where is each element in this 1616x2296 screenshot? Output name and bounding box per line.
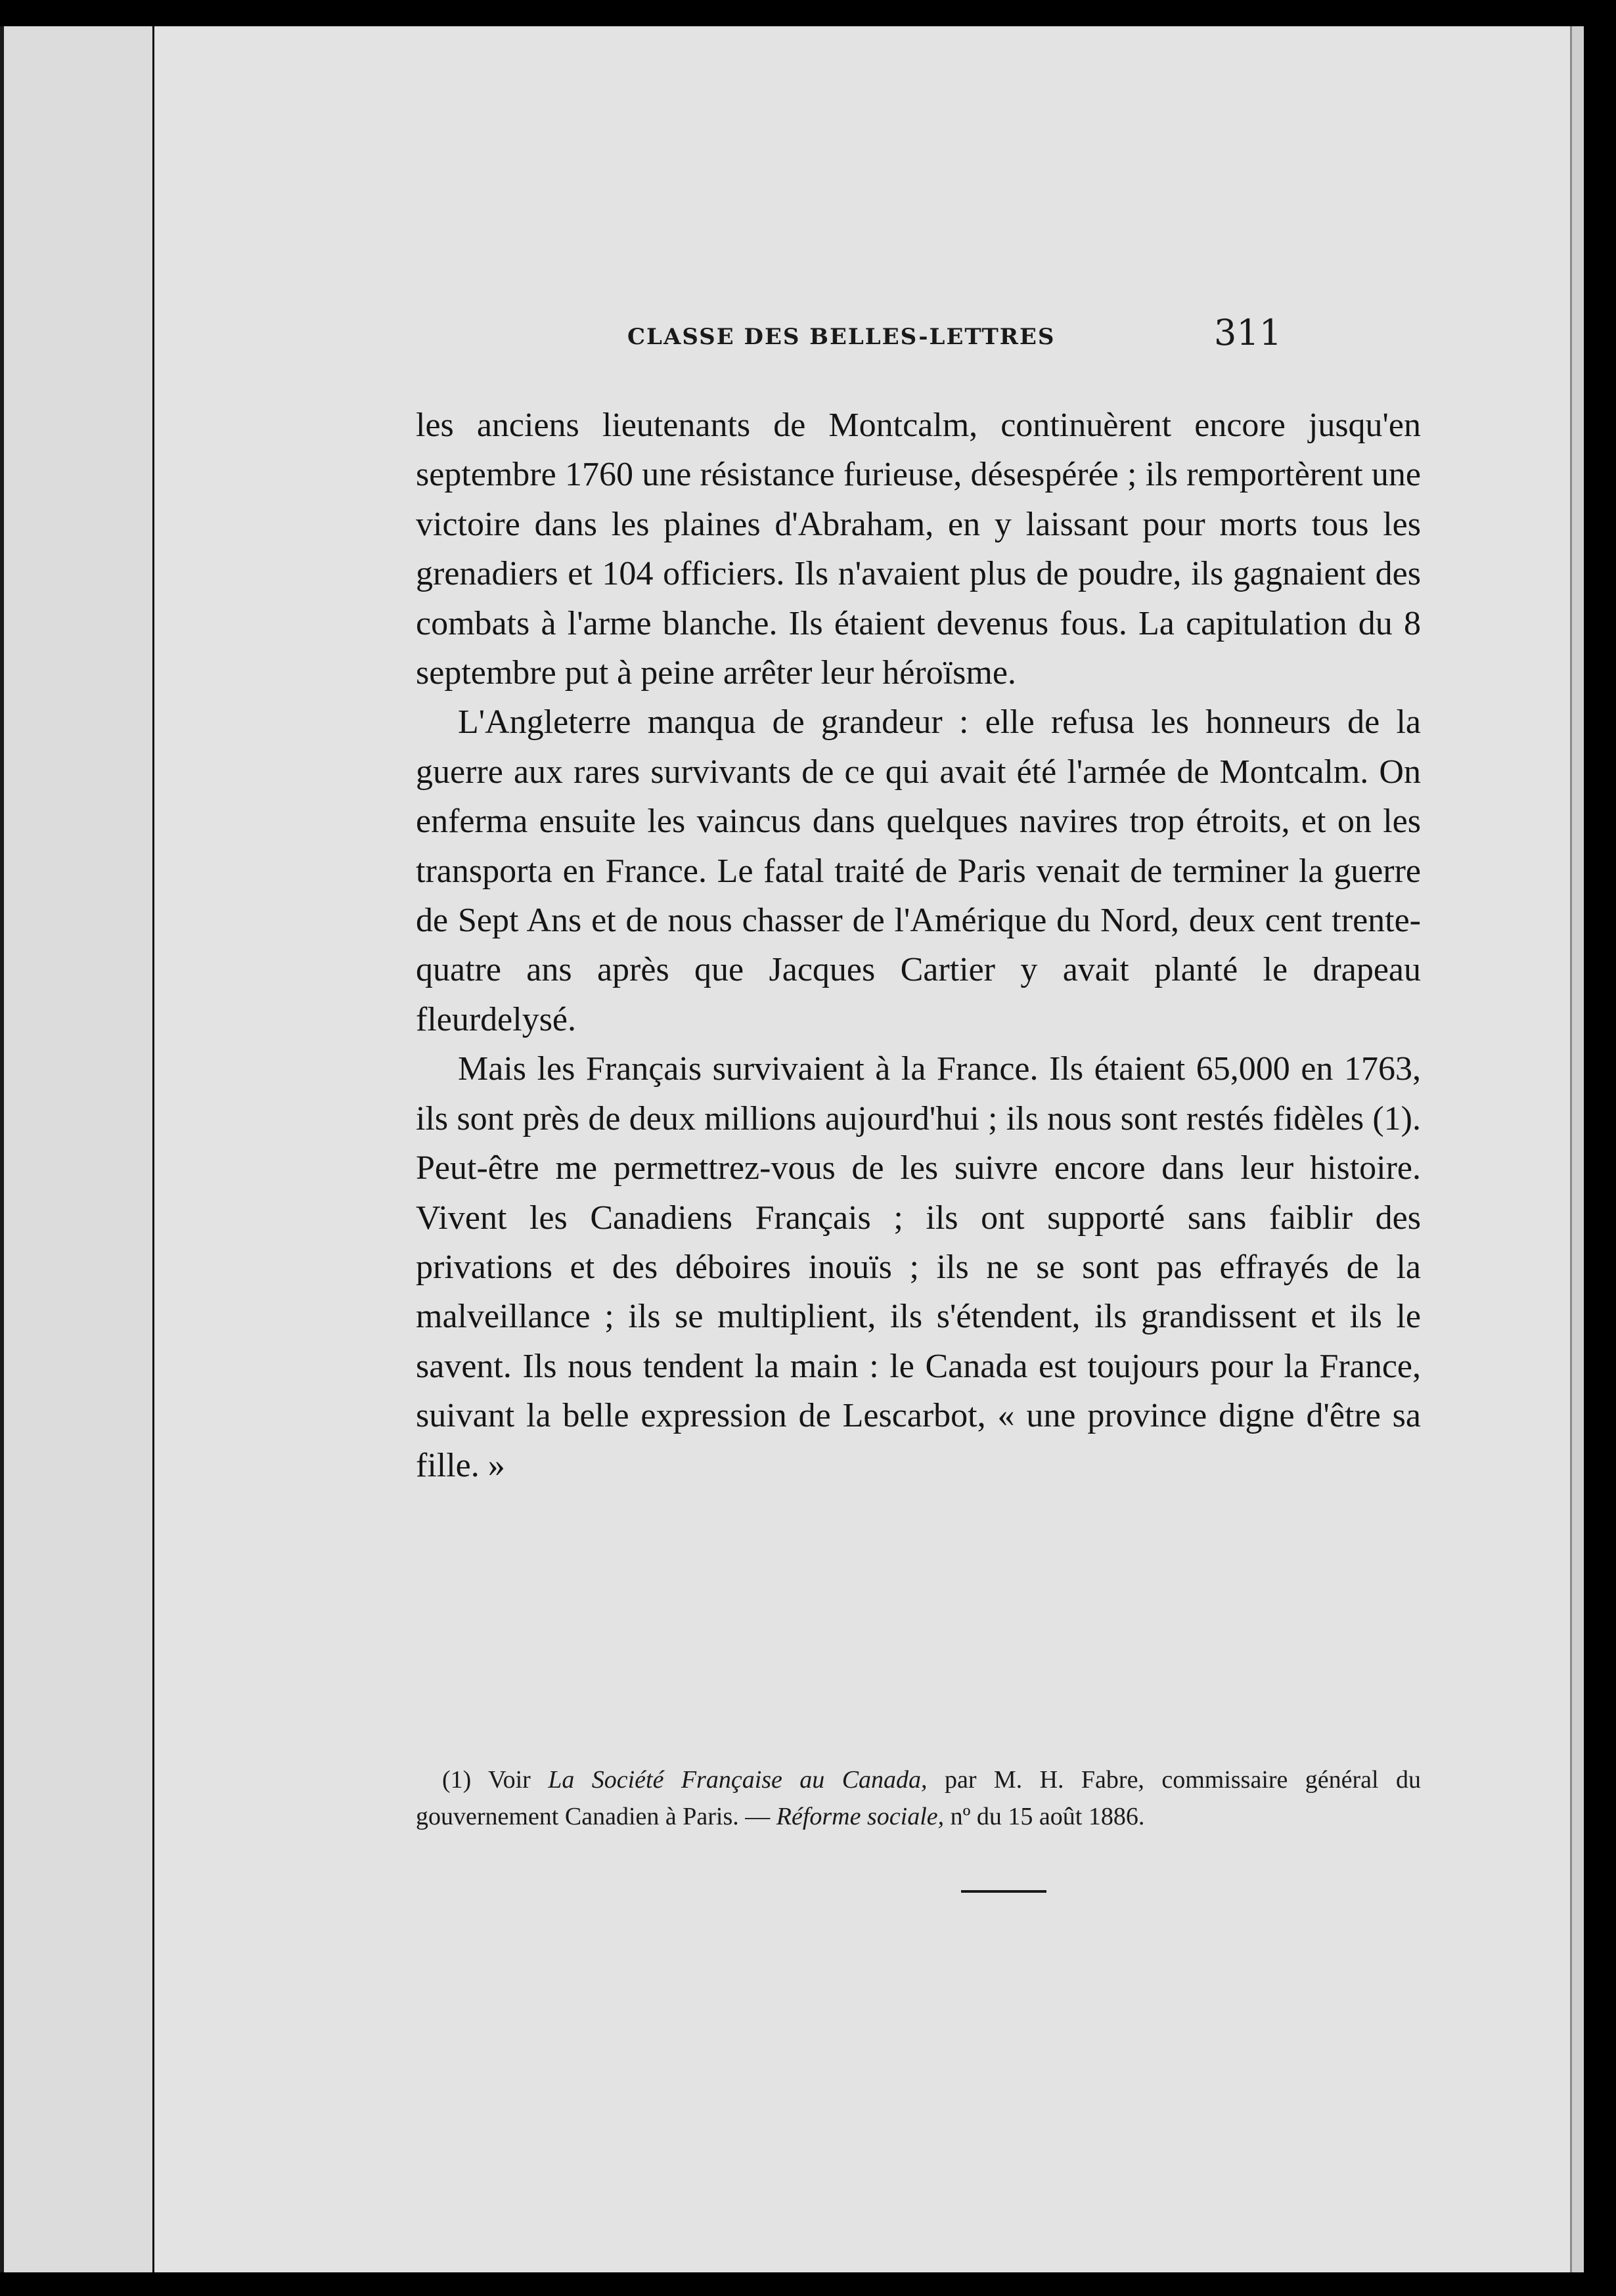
body-text bbox=[416, 401, 1421, 1490]
page-fore-edge bbox=[1570, 26, 1584, 2272]
running-header bbox=[154, 305, 1577, 358]
paragraph-1: les anciens lieutenants de Montcalm, continuèrent encore jusqu'en septembre 1760 une résistance furieuse, désespérée ; ils remportèrent une victoire dans les plaines d'Abraham, en y laissant pour morts tous les grenadiers et 104 officiers. Ils n'avaient plus de poudre, ils gagnaient des combats à l'arme blanche. Ils étaient devenus fous. La capitulation du 8 septembre put à peine arrêter leur héroïsme. bbox=[416, 407, 1421, 692]
footnote-author: par M. H. Fabre, commissaire général du gouvernement Canadien à Paris. — bbox=[416, 1766, 1421, 1830]
book-page bbox=[154, 26, 1577, 2272]
footnote-1 bbox=[416, 1761, 1421, 1835]
end-rule bbox=[961, 1890, 1046, 1893]
left-scan-edge bbox=[0, 26, 4, 2272]
previous-page-margin bbox=[0, 26, 154, 2272]
running-title: CLASSE DES BELLES-LETTRES bbox=[627, 324, 1056, 350]
paragraph-3: Mais les Français survivaient à la France. Ils étaient 65,000 en 1763, ils sont près de deux millions aujourd'hui ; ils nous sont restés fidèles (1). Peut-être me permettrez-vous de les suivre encore dans leur histoire. Vivent les Canadiens Français ; ils ont supporté sans faiblir des privations et des déboires inouïs ; ils ne se sont pas effrayés de la malveillance ; ils se multiplient, ils s'étendent, ils grandissent et ils le savent. Ils nous tendent la main : le Canada est toujours pour la France, suivant la belle expression de Lescarbot, « une province digne d'être sa fille. » bbox=[416, 1050, 1421, 1484]
footnote-journal: Réforme sociale, bbox=[776, 1803, 945, 1830]
footnote-issue: nº du 15 août 1886. bbox=[950, 1803, 1145, 1830]
footnote bbox=[416, 1761, 1421, 1835]
page-number: 311 bbox=[1214, 312, 1282, 353]
footnote-book-title: La Société Française au Canada, bbox=[548, 1766, 928, 1794]
paragraph-2: L'Angleterre manqua de grandeur : elle refusa les honneurs de la guerre aux rares survivants de ce qui avait été l'armée de Montcalm. On enferma ensuite les vaincus dans quelques navires trop étroits, et on les transporta en France. Le fatal traité de Paris venait de terminer la guerre de Sept Ans et de nous chasser de l'Amérique du Nord, deux cent trente-quatre ans après que Jacques Cartier y avait planté le drapeau fleurdelysé. bbox=[416, 703, 1421, 1038]
footnote-marker: (1) Voir bbox=[442, 1766, 531, 1794]
